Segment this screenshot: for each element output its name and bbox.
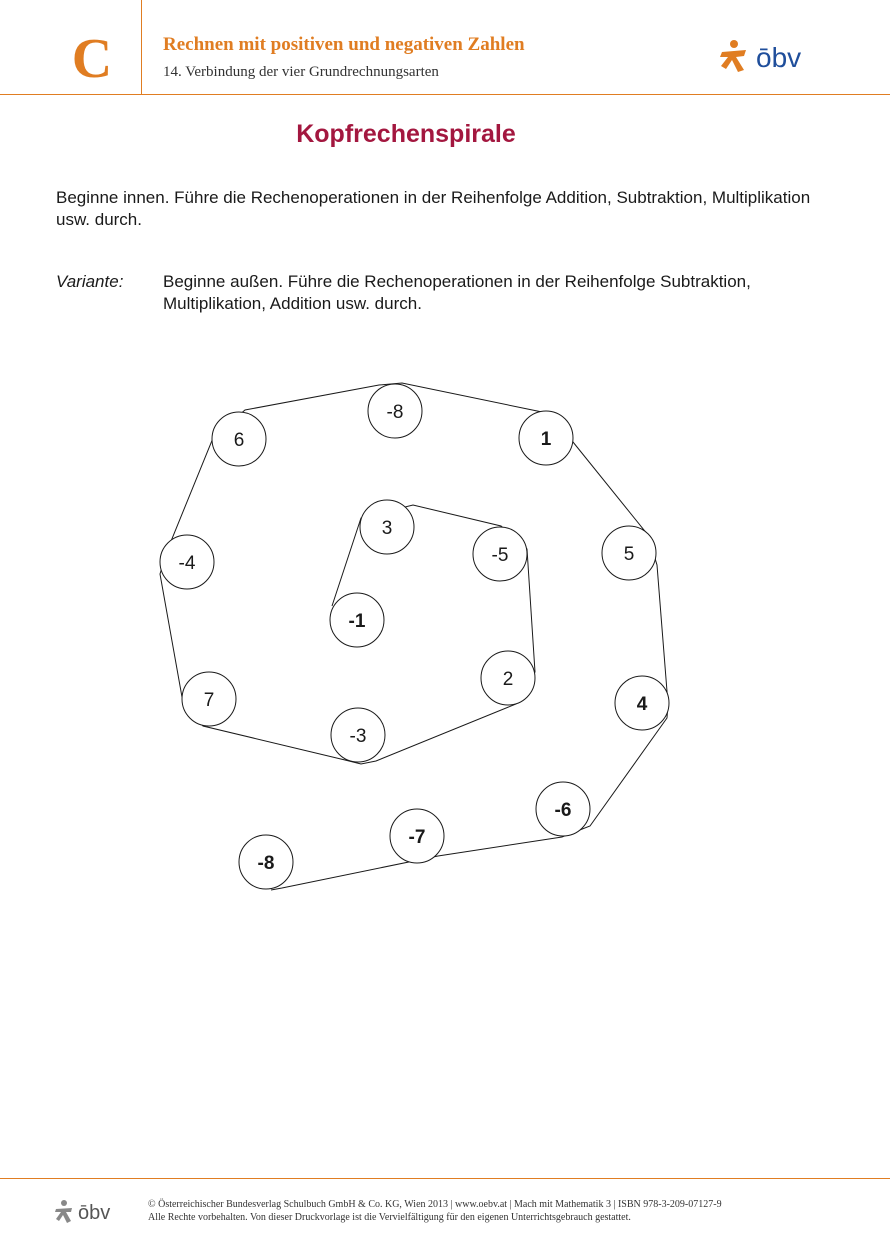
spiral-node-label: -4 [178, 553, 196, 574]
spiral-node [160, 535, 214, 589]
chapter-letter: C [71, 28, 113, 90]
footer-obv-star-icon [55, 1200, 72, 1223]
spiral-node-label: -6 [554, 800, 572, 821]
instruction-text: Beginne innen. Führe die Rechenoperationen in der Reihenfolge Addition, Subtraktion, Multiplikation usw. durch. [56, 188, 811, 229]
spiral-node-label: -8 [257, 853, 275, 874]
footer-rights: Alle Rechte vorbehalten. Von dieser Druckvorlage ist die Vervielfältigung für den eigenen Unterrichtsgebrauch gestattet. [148, 1212, 631, 1223]
spiral-node [331, 708, 385, 762]
spiral-node [239, 835, 293, 889]
spiral-node [182, 672, 236, 726]
footer-obv-logo-text: ōbv [78, 1202, 111, 1224]
spiral-node-label: 1 [540, 429, 552, 450]
spiral-node-label: -7 [408, 827, 426, 848]
spiral-nodes [160, 384, 669, 889]
chapter-title: Rechnen mit positiven und negativen Zahlen [163, 34, 525, 55]
spiral-node-label: -8 [386, 402, 404, 423]
footer-obv-logo [54, 1198, 126, 1224]
spiral-node-label: 3 [381, 518, 393, 539]
spiral-node-label: 2 [502, 669, 514, 690]
footer-copyright: © Österreichischer Bundesverlag Schulbuch GmbH & Co. KG, Wien 2013 | www.oebv.at | Mach mit Mathematik 3 | ISBN 978-3-209-07127-9 [148, 1199, 722, 1210]
spiral-node [536, 782, 590, 836]
spiral-node-label: -1 [348, 611, 366, 632]
spiral-node-label: 4 [636, 694, 648, 715]
spiral-node [360, 500, 414, 554]
spiral-node [602, 526, 656, 580]
spiral-node [368, 384, 422, 438]
section-subtitle: 14. Verbindung der vier Grundrechnungsarten [163, 64, 439, 80]
spiral-node [390, 809, 444, 863]
obv-logo-text: ōbv [756, 42, 802, 73]
variant-label: Variante: [56, 272, 124, 291]
spiral-node-label: -3 [349, 726, 367, 747]
spiral-node [519, 411, 573, 465]
spiral-node-label: 6 [233, 430, 245, 451]
spiral-node [330, 593, 384, 647]
variant-text: Beginne außen. Führe die Rechenoperationen in der Reihenfolge Subtraktion, Multiplikation, Addition usw. durch. [163, 272, 751, 313]
spiral-node [473, 527, 527, 581]
footer-divider [0, 1178, 890, 1179]
spiral-node-label: 7 [203, 690, 215, 711]
spiral-node-label: -5 [491, 545, 509, 566]
spiral-node [212, 412, 266, 466]
spiral-node [615, 676, 669, 730]
spiral-node [481, 651, 535, 705]
page-title: Kopfrechenspirale [296, 120, 516, 148]
spiral-node-label: 5 [623, 544, 635, 565]
